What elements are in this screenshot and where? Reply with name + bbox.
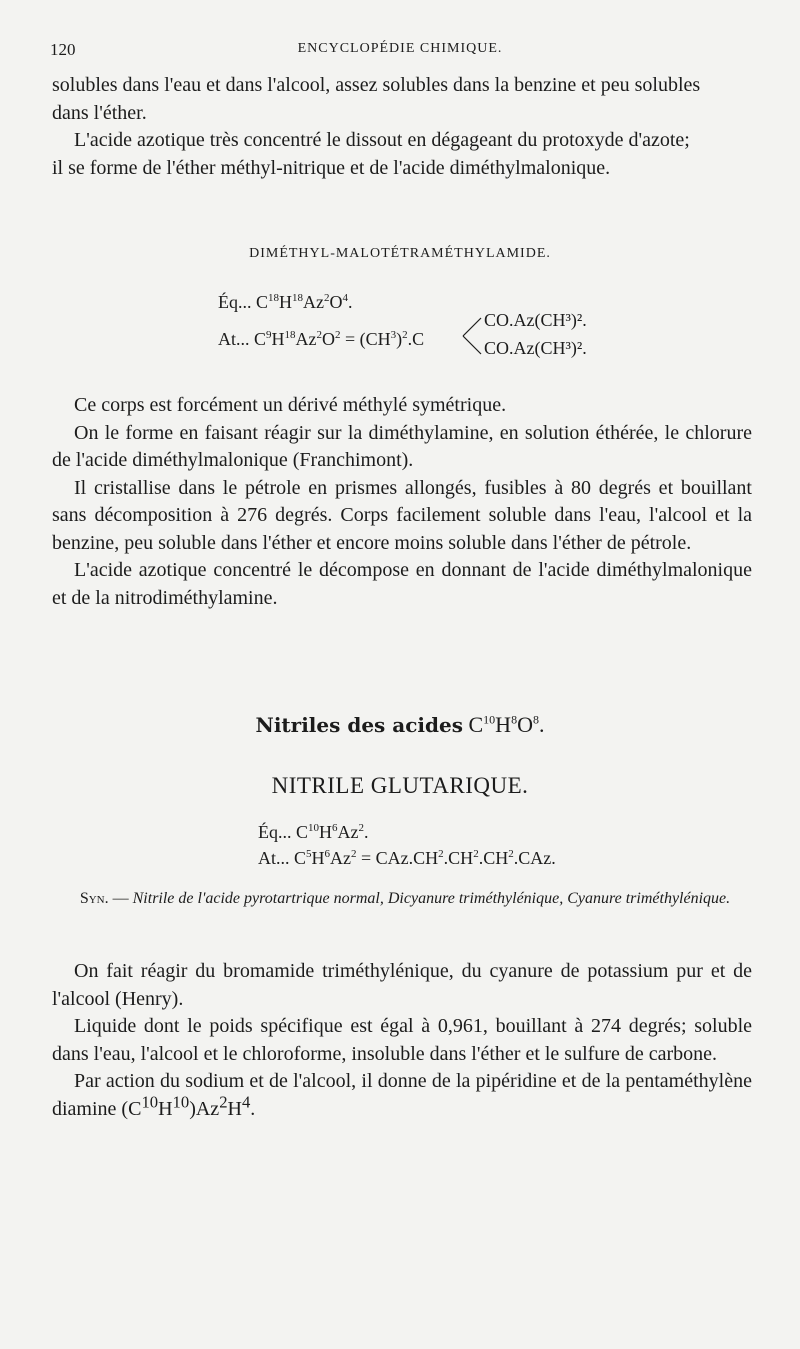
- compound2-eq-formula: Éq... $C^{10}H^6Az^2$.: [258, 822, 369, 842]
- at-label-2: At...: [258, 848, 290, 868]
- compound2-synonyms: Syn. — Nitrile de l'acide pyrotartrique normal, Dicyanure triméthylénique, Cyanure triméthylénique.: [79, 890, 731, 907]
- compound1-eq-formula: Éq... $C^{18}H^{18}Az^2O^4$.: [218, 292, 353, 312]
- page-header: [50, 40, 750, 64]
- intro-text: [52, 72, 752, 182]
- syn-text: Nitrile de l'acide pyrotartrique normal, Dicyanure triméthylénique, Cyanure triméthylénique.: [132, 890, 731, 907]
- branch-bottom: CO.Az(CH³)².: [484, 338, 587, 358]
- compound2-para-1: On fait réagir du bromamide triméthylénique, du cyanure de potassium pur et de l'alcool (Henry).: [52, 960, 752, 1010]
- compound1-para-2: On le forme en faisant réagir sur la diméthylamine, en solution éthérée, le chlorure de l'acide diméthylmalonique (Franchimont).: [52, 421, 752, 471]
- compound1-para-3: Il cristallise dans le pétrole en prismes allongés, fusibles à 80 degrés et bouillant sans décomposition à 276 degrés. Corps facilement soluble dans l'eau, l'alcool et la benzine, peu soluble dans l'éther et encore moins soluble dans l'éther de pétrole.: [52, 476, 752, 554]
- branch-lines: [461, 312, 483, 360]
- compound2-para-3: Par action du sodium et de l'alcool, il donne de la pipéridine et de la pentaméthylène diamine $(C^{10}H^{10})Az^2H^4$.: [52, 1070, 752, 1120]
- intro-line-2: dans l'éther.: [52, 101, 147, 124]
- page-number: 120: [50, 40, 76, 59]
- intro-line-1: solubles dans l'eau et dans l'alcool, assez solubles dans la benzine et peu solubles: [52, 74, 701, 96]
- compound2-description: [52, 958, 752, 1123]
- section-title-bold: Nitriles des acides: [255, 713, 463, 737]
- compound1-para-1: Ce corps est forcément un dérivé méthylé symétrique.: [74, 394, 507, 416]
- branch-top: CO.Az(CH³)².: [484, 310, 587, 330]
- at-label: At...: [218, 329, 250, 349]
- intro-para2-line-1: L'acide azotique très concentré le dissout en dégageant du protoxyde d'azote;: [74, 129, 690, 151]
- compound1-at-formula: At... $C^9H^{18}Az^2O^2 = (CH^3)^2.C$: [218, 329, 425, 349]
- compound1-para-4: L'acide azotique concentré le décompose en donnant de l'acide diméthylmalonique et de la nitrodiméthylamine.: [52, 559, 752, 609]
- compound2-at-formula: At... $C^5H^6Az^2 = CAz.CH^2.CH^2.CH^2.CAz$.: [258, 848, 556, 868]
- compound1-description: [52, 392, 752, 612]
- running-title: ENCYCLOPÉDIE CHIMIQUE.: [297, 41, 503, 56]
- intro-para2-line-2: il se forme de l'éther méthyl-nitrique et de l'acide diméthylmalonique.: [52, 156, 611, 179]
- compound2-para-2: Liquide dont le poids spécifique est égal à 0,961, bouillant à 274 degrés; soluble dans l'eau, l'alcool et le chloroforme, insoluble dans l'éther et le sulfure de carbone.: [52, 1015, 752, 1065]
- syn-label: Syn.: [79, 890, 109, 907]
- compound2-title: NITRILE GLUTARIQUE.: [271, 773, 529, 798]
- section-title: Nitriles des acides $C^{10}H^8O^8$.: [255, 712, 545, 737]
- compound1-title: DIMÉTHYL-MALOTÉTRAMÉTHYLAMIDE.: [249, 246, 551, 261]
- eq-label-2: Éq...: [258, 822, 292, 842]
- eq-label: Éq...: [218, 292, 252, 312]
